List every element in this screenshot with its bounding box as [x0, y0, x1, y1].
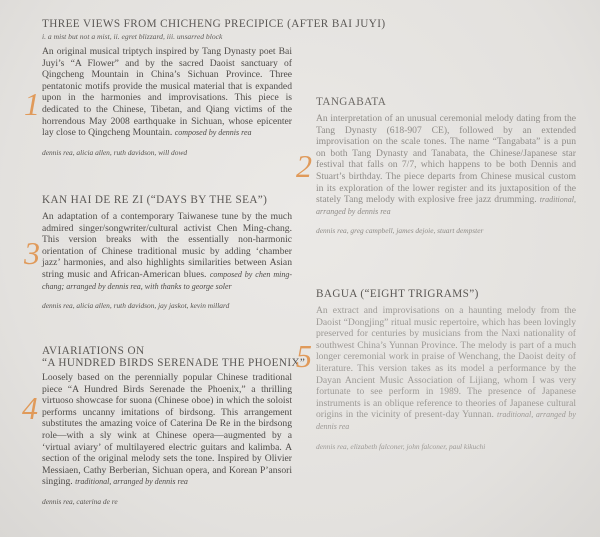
- performer-credits: dennis rea, caterina de re: [42, 496, 118, 506]
- track-description: An original musical triptych inspired by Tang Dynasty poet Bai Juyi’s “A Flower” and by the sacred Daoist sanctuary of Qingcheng Mountain in China’s Sichuan Province. Three pentatonic motifs provide the musical material that is expanded upon in the harmonies and improvisations. This piece is dedicated to the Chinese, Tibetan, and Qiang victims of the horrendous May 2008 earthquake in Sichuan, whose epicenter lay close to Qingcheng Mountain. composed by dennis rea: [42, 46, 292, 139]
- track-5: [316, 288, 576, 451]
- track-title: BAGUA (“EIGHT TRIGRAMS”): [316, 288, 479, 300]
- track-number: 1: [24, 86, 40, 122]
- composer-credit: traditional, arranged by dennis rea: [75, 477, 188, 487]
- track-number: 5: [296, 338, 312, 374]
- track-title: AVIARIATIONS ON: [42, 345, 145, 357]
- composer-credit: composed by dennis rea: [174, 128, 252, 138]
- track-number: 3: [24, 235, 40, 271]
- composer-credit: traditional, arranged by dennis rea: [316, 195, 576, 216]
- track-title-line-2: “A HUNDRED BIRDS SERENADE THE PHOENIX”: [42, 357, 306, 369]
- track-subtitle: i. a mist but not a mist, ii. egret blizzard, iii. unsarred block: [42, 32, 223, 41]
- track-3: [42, 194, 292, 310]
- track-number: 4: [22, 390, 38, 426]
- track-4: [42, 345, 306, 506]
- track-number: 2: [296, 148, 312, 184]
- performer-credits: dennis rea, alicia allen, ruth davidson, jay jaskot, kevin millard: [42, 301, 230, 311]
- composer-credit: composed by chen ming-chang; arranged by dennis rea, with thanks to george soler: [42, 269, 292, 291]
- performer-credits: dennis rea, greg campbell, james dejoie, stuart dempster: [316, 226, 484, 236]
- track-description: An interpretation of an unusual ceremonial melody dating from the Tang Dynasty (618-907 CE), followed by an extended improvisation on the scale tones. The name “Tangabata” is a pun on both Tang Dynasty and Tanabata, the Chinese/Japanese star festival that falls on 7/7, which happens to be both Dennis and Stuart’s birthday. The piece departs from Chinese musical custom in its exploration of the lower register and its juxtaposition of the stately Tang melody with explosive free jazz drumming. traditional, arranged by dennis rea: [316, 113, 576, 216]
- performer-credits: dennis rea, elizabeth falconer, john falconer, paul kikuchi: [316, 441, 486, 451]
- track-title: KAN HAI DE RE ZI (“DAYS BY THE SEA”): [42, 194, 268, 206]
- track-title: TANGABATA: [316, 96, 387, 108]
- track-description: An adaptation of a contemporary Taiwanese tune by the much admired singer/songwriter/cultural activist Chen Ming-chang. This version breaks with the essentially non-harmonic orientation of Chinese traditional music by adding ‘chamber jazz’ harmonies, and also highlights similarities between Asian string music and African-American blues. composed by chen ming-chang; arranged by dennis rea, with thanks to george soler: [42, 211, 292, 291]
- performer-credits: dennis rea, alicia allen, ruth davidson, will dowd: [42, 147, 188, 157]
- track-2: [316, 96, 576, 235]
- composer-credit: traditional, arranged by dennis rea: [316, 410, 576, 431]
- track-description: Loosely based on the perennially popular Chinese traditional piece “A Hundred Birds Serenade the Phoenix,” a thrilling virtuoso showcase for suona (Chinese oboe) in which the soloist performs uncanny imitations of birdsong. This arrangement substitutes the amazing voice of Caterina De Re in the birdsong role—with a sly wink at Chinese opera—augmented by a ‘virtual aviary’ of multilayered electric guitars and kalimba. A section of the original melody sets the tone. Inspired by Olivier Messiaen, Cathy Berberian, Sichuan opera, and Korean P’ansori singing. traditional, arranged by dennis rea: [42, 372, 292, 488]
- track-title: THREE VIEWS FROM CHICHENG PRECIPICE (AFTER BAI JUYI): [42, 18, 386, 30]
- track-description: An extract and improvisations on a haunting melody from the Daoist “Dongjing” ritual music repertoire, which has been lovingly preserved for centuries by musicians from the Naxi nationality of southwest China’s Yunnan Province. The melody is part of a much longer ceremonial work in praise of Wenchang, the Daoist deity of literature. This version takes as its model a performance by the Dayan Ancient Music Association of Lijiang, whom I was very fortunate to see perform in 1989. The presence of Japanese instruments is an oblique reference to theories of Japanese cultural origins in the vicinity of present-day Yunnan. traditional, arranged by dennis rea: [316, 305, 576, 431]
